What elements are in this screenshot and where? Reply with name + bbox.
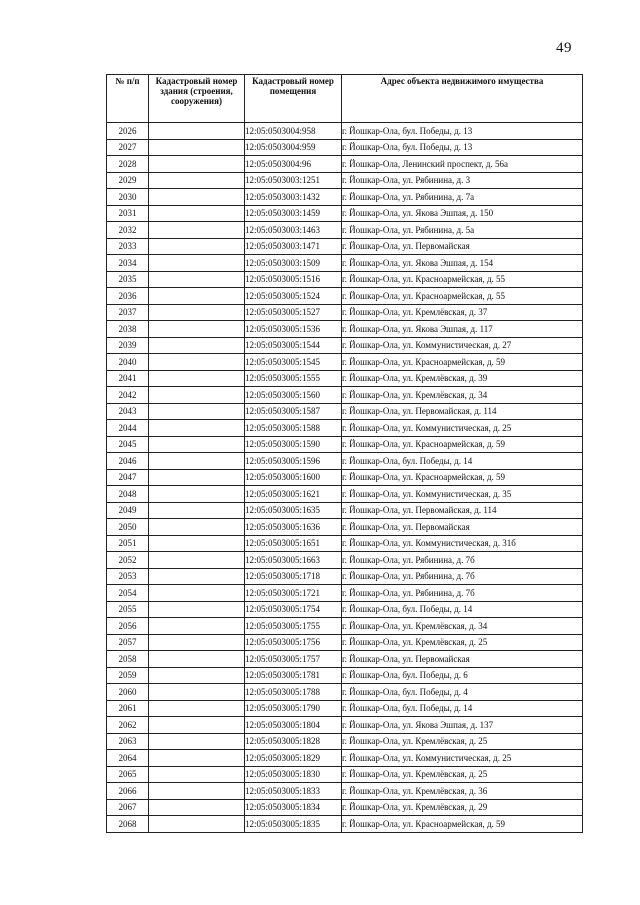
table-row (107, 733, 583, 750)
table-row (107, 139, 583, 156)
table-row (107, 684, 583, 701)
room-cadastral-cell: 12:05:0503003:1459 (245, 205, 342, 222)
row-number-cell: 2059 (107, 667, 149, 684)
building-cadastral-cell (149, 205, 245, 222)
building-cadastral-cell (149, 288, 245, 305)
building-cadastral-cell (149, 766, 245, 783)
row-number-cell: 2026 (107, 123, 149, 140)
address-cell: г. Йошкар-Ола, бул. Победы, д. 13 (342, 123, 583, 140)
building-cadastral-cell (149, 799, 245, 816)
room-cadastral-cell: 12:05:0503005:1721 (245, 585, 342, 602)
header-row (107, 75, 583, 123)
room-cadastral-cell: 12:05:0503005:1755 (245, 618, 342, 635)
row-number-cell: 2042 (107, 387, 149, 404)
building-cadastral-cell (149, 321, 245, 338)
address-cell: г. Йошкар-Ола, ул. Красноармейская, д. 59 (342, 816, 583, 833)
building-cadastral-cell (149, 667, 245, 684)
row-number-cell: 2062 (107, 717, 149, 734)
building-cadastral-cell (149, 469, 245, 486)
room-cadastral-cell: 12:05:0503005:1781 (245, 667, 342, 684)
row-number-cell: 2035 (107, 271, 149, 288)
building-cadastral-cell (149, 387, 245, 404)
row-number-cell: 2041 (107, 370, 149, 387)
address-cell: г. Йошкар-Ола, ул. Рябинина, д. 5а (342, 222, 583, 239)
address-cell: г. Йошкар-Ола, ул. Коммунистическая, д. 35 (342, 486, 583, 503)
building-cadastral-cell (149, 420, 245, 437)
table-row (107, 255, 583, 272)
room-cadastral-cell: 12:05:0503003:1463 (245, 222, 342, 239)
room-cadastral-cell: 12:05:0503005:1829 (245, 750, 342, 767)
building-cadastral-cell (149, 255, 245, 272)
room-cadastral-cell: 12:05:0503004:96 (245, 156, 342, 173)
room-cadastral-cell: 12:05:0503005:1516 (245, 271, 342, 288)
building-cadastral-cell (149, 700, 245, 717)
row-number-cell: 2029 (107, 172, 149, 189)
row-number-cell: 2054 (107, 585, 149, 602)
table-row (107, 799, 583, 816)
property-registry-table (106, 74, 583, 833)
row-number-cell: 2046 (107, 453, 149, 470)
address-cell: г. Йошкар-Ола, Ленинский проспект, д. 56а (342, 156, 583, 173)
building-cadastral-cell (149, 222, 245, 239)
row-number-cell: 2037 (107, 304, 149, 321)
building-cadastral-cell (149, 139, 245, 156)
building-cadastral-cell (149, 717, 245, 734)
building-cadastral-cell (149, 750, 245, 767)
table-row (107, 304, 583, 321)
row-number-cell: 2047 (107, 469, 149, 486)
room-cadastral-cell: 12:05:0503003:1509 (245, 255, 342, 272)
table-row (107, 502, 583, 519)
row-number-cell: 2038 (107, 321, 149, 338)
row-number-cell: 2057 (107, 634, 149, 651)
room-cadastral-cell: 12:05:0503005:1536 (245, 321, 342, 338)
building-cadastral-cell (149, 271, 245, 288)
address-cell: г. Йошкар-Ола, бул. Победы, д. 4 (342, 684, 583, 701)
row-number-cell: 2065 (107, 766, 149, 783)
table-row (107, 651, 583, 668)
room-cadastral-cell: 12:05:0503005:1835 (245, 816, 342, 833)
address-cell: г. Йошкар-Ола, ул. Красноармейская, д. 59 (342, 469, 583, 486)
table-row (107, 634, 583, 651)
table-row (107, 321, 583, 338)
header-num: № п/п (107, 75, 149, 123)
table-row (107, 700, 583, 717)
table-row (107, 453, 583, 470)
building-cadastral-cell (149, 370, 245, 387)
address-cell: г. Йошкар-Ола, ул. Рябинина, д. 7б (342, 585, 583, 602)
address-cell: г. Йошкар-Ола, ул. Первомайская, д. 114 (342, 502, 583, 519)
row-number-cell: 2031 (107, 205, 149, 222)
address-cell: г. Йошкар-Ола, ул. Рябинина, д. 3 (342, 172, 583, 189)
table-row (107, 766, 583, 783)
address-cell: г. Йошкар-Ола, бул. Победы, д. 14 (342, 700, 583, 717)
building-cadastral-cell (149, 684, 245, 701)
row-number-cell: 2045 (107, 436, 149, 453)
building-cadastral-cell (149, 618, 245, 635)
row-number-cell: 2064 (107, 750, 149, 767)
table-row (107, 469, 583, 486)
address-cell: г. Йошкар-Ола, ул. Красноармейская, д. 59 (342, 354, 583, 371)
address-cell: г. Йошкар-Ола, бул. Победы, д. 6 (342, 667, 583, 684)
table-row (107, 337, 583, 354)
building-cadastral-cell (149, 156, 245, 173)
table-row (107, 552, 583, 569)
row-number-cell: 2043 (107, 403, 149, 420)
building-cadastral-cell (149, 535, 245, 552)
building-cadastral-cell (149, 453, 245, 470)
room-cadastral-cell: 12:05:0503005:1754 (245, 601, 342, 618)
table-row (107, 436, 583, 453)
row-number-cell: 2036 (107, 288, 149, 305)
building-cadastral-cell (149, 354, 245, 371)
row-number-cell: 2027 (107, 139, 149, 156)
table-row (107, 288, 583, 305)
header-address: Адрес объекта недвижимого имущества (342, 75, 583, 123)
room-cadastral-cell: 12:05:0503005:1590 (245, 436, 342, 453)
address-cell: г. Йошкар-Ола, ул. Якова Эшпая, д. 137 (342, 717, 583, 734)
row-number-cell: 2030 (107, 189, 149, 206)
table-row (107, 618, 583, 635)
row-number-cell: 2063 (107, 733, 149, 750)
table-row (107, 568, 583, 585)
address-cell: г. Йошкар-Ола, ул. Первомайская (342, 651, 583, 668)
room-cadastral-cell: 12:05:0503004:959 (245, 139, 342, 156)
room-cadastral-cell: 12:05:0503005:1600 (245, 469, 342, 486)
building-cadastral-cell (149, 585, 245, 602)
room-cadastral-cell: 12:05:0503005:1804 (245, 717, 342, 734)
table-row (107, 370, 583, 387)
room-cadastral-cell: 12:05:0503005:1834 (245, 799, 342, 816)
building-cadastral-cell (149, 634, 245, 651)
address-cell: г. Йошкар-Ола, ул. Кремлёвская, д. 39 (342, 370, 583, 387)
building-cadastral-cell (149, 123, 245, 140)
building-cadastral-cell (149, 486, 245, 503)
table-row (107, 354, 583, 371)
room-cadastral-cell: 12:05:0503005:1560 (245, 387, 342, 404)
room-cadastral-cell: 12:05:0503005:1828 (245, 733, 342, 750)
address-cell: г. Йошкар-Ола, ул. Кремлёвская, д. 25 (342, 634, 583, 651)
row-number-cell: 2033 (107, 238, 149, 255)
header-room-cadastral: Кадастровый номер помещения (245, 75, 342, 123)
building-cadastral-cell (149, 403, 245, 420)
building-cadastral-cell (149, 601, 245, 618)
room-cadastral-cell: 12:05:0503005:1718 (245, 568, 342, 585)
table-row (107, 172, 583, 189)
address-cell: г. Йошкар-Ола, ул. Рябинина, д. 7б (342, 552, 583, 569)
address-cell: г. Йошкар-Ола, ул. Рябинина, д. 7а (342, 189, 583, 206)
row-number-cell: 2056 (107, 618, 149, 635)
address-cell: г. Йошкар-Ола, ул. Первомайская (342, 519, 583, 536)
building-cadastral-cell (149, 337, 245, 354)
address-cell: г. Йошкар-Ола, бул. Победы, д. 14 (342, 453, 583, 470)
row-number-cell: 2052 (107, 552, 149, 569)
table-row (107, 601, 583, 618)
address-cell: г. Йошкар-Ола, ул. Якова Эшпая, д. 117 (342, 321, 583, 338)
header-building-cadastral: Кадастровый номер здания (строения, сооружения) (149, 75, 245, 123)
row-number-cell: 2048 (107, 486, 149, 503)
room-cadastral-cell: 12:05:0503004:958 (245, 123, 342, 140)
table-row (107, 535, 583, 552)
room-cadastral-cell: 12:05:0503005:1833 (245, 783, 342, 800)
address-cell: г. Йошкар-Ола, ул. Первомайская, д. 114 (342, 403, 583, 420)
table-row (107, 205, 583, 222)
address-cell: г. Йошкар-Ола, ул. Кремлёвская, д. 37 (342, 304, 583, 321)
table-row (107, 486, 583, 503)
address-cell: г. Йошкар-Ола, бул. Победы, д. 14 (342, 601, 583, 618)
row-number-cell: 2040 (107, 354, 149, 371)
table-row (107, 420, 583, 437)
row-number-cell: 2034 (107, 255, 149, 272)
address-cell: г. Йошкар-Ола, ул. Коммунистическая, д. 25 (342, 420, 583, 437)
room-cadastral-cell: 12:05:0503005:1555 (245, 370, 342, 387)
address-cell: г. Йошкар-Ола, ул. Кремлёвская, д. 29 (342, 799, 583, 816)
building-cadastral-cell (149, 436, 245, 453)
table-row (107, 403, 583, 420)
room-cadastral-cell: 12:05:0503003:1471 (245, 238, 342, 255)
table-body (107, 123, 583, 833)
table-row (107, 238, 583, 255)
building-cadastral-cell (149, 172, 245, 189)
address-cell: г. Йошкар-Ола, ул. Коммунистическая, д. 25 (342, 750, 583, 767)
row-number-cell: 2053 (107, 568, 149, 585)
address-cell: г. Йошкар-Ола, ул. Якова Эшпая, д. 150 (342, 205, 583, 222)
room-cadastral-cell: 12:05:0503003:1432 (245, 189, 342, 206)
building-cadastral-cell (149, 651, 245, 668)
address-cell: г. Йошкар-Ола, ул. Красноармейская, д. 55 (342, 288, 583, 305)
row-number-cell: 2066 (107, 783, 149, 800)
room-cadastral-cell: 12:05:0503005:1790 (245, 700, 342, 717)
room-cadastral-cell: 12:05:0503005:1788 (245, 684, 342, 701)
building-cadastral-cell (149, 238, 245, 255)
address-cell: г. Йошкар-Ола, ул. Коммунистическая, д. 27 (342, 337, 583, 354)
building-cadastral-cell (149, 552, 245, 569)
address-cell: г. Йошкар-Ола, ул. Кремлёвская, д. 34 (342, 618, 583, 635)
table-header (107, 75, 583, 123)
table-row (107, 387, 583, 404)
room-cadastral-cell: 12:05:0503005:1545 (245, 354, 342, 371)
table-row (107, 189, 583, 206)
address-cell: г. Йошкар-Ола, ул. Якова Эшпая, д. 154 (342, 255, 583, 272)
row-number-cell: 2050 (107, 519, 149, 536)
room-cadastral-cell: 12:05:0503005:1651 (245, 535, 342, 552)
table-row (107, 750, 583, 767)
room-cadastral-cell: 12:05:0503005:1588 (245, 420, 342, 437)
address-cell: г. Йошкар-Ола, бул. Победы, д. 13 (342, 139, 583, 156)
building-cadastral-cell (149, 304, 245, 321)
room-cadastral-cell: 12:05:0503005:1527 (245, 304, 342, 321)
row-number-cell: 2044 (107, 420, 149, 437)
table-row (107, 123, 583, 140)
row-number-cell: 2049 (107, 502, 149, 519)
building-cadastral-cell (149, 189, 245, 206)
table-row (107, 519, 583, 536)
table-row (107, 222, 583, 239)
address-cell: г. Йошкар-Ола, ул. Кремлёвская, д. 25 (342, 766, 583, 783)
room-cadastral-cell: 12:05:0503005:1636 (245, 519, 342, 536)
table-row (107, 783, 583, 800)
row-number-cell: 2067 (107, 799, 149, 816)
room-cadastral-cell: 12:05:0503005:1757 (245, 651, 342, 668)
table-row (107, 816, 583, 833)
address-cell: г. Йошкар-Ола, ул. Красноармейская, д. 55 (342, 271, 583, 288)
address-cell: г. Йошкар-Ола, ул. Кремлёвская, д. 36 (342, 783, 583, 800)
address-cell: г. Йошкар-Ола, ул. Кремлёвская, д. 25 (342, 733, 583, 750)
table-row (107, 667, 583, 684)
page-number: 49 (556, 40, 572, 56)
building-cadastral-cell (149, 733, 245, 750)
address-cell: г. Йошкар-Ола, ул. Рябинина, д. 7б (342, 568, 583, 585)
room-cadastral-cell: 12:05:0503005:1663 (245, 552, 342, 569)
room-cadastral-cell: 12:05:0503005:1756 (245, 634, 342, 651)
address-cell: г. Йошкар-Ола, ул. Коммунистическая, д. 31б (342, 535, 583, 552)
room-cadastral-cell: 12:05:0503005:1587 (245, 403, 342, 420)
address-cell: г. Йошкар-Ола, ул. Первомайская (342, 238, 583, 255)
row-number-cell: 2051 (107, 535, 149, 552)
table-row (107, 156, 583, 173)
room-cadastral-cell: 12:05:0503005:1621 (245, 486, 342, 503)
room-cadastral-cell: 12:05:0503005:1544 (245, 337, 342, 354)
row-number-cell: 2055 (107, 601, 149, 618)
address-cell: г. Йошкар-Ола, ул. Красноармейская, д. 59 (342, 436, 583, 453)
row-number-cell: 2058 (107, 651, 149, 668)
room-cadastral-cell: 12:05:0503005:1635 (245, 502, 342, 519)
address-cell: г. Йошкар-Ола, ул. Кремлёвская, д. 34 (342, 387, 583, 404)
table-row (107, 271, 583, 288)
row-number-cell: 2028 (107, 156, 149, 173)
building-cadastral-cell (149, 519, 245, 536)
room-cadastral-cell: 12:05:0503003:1251 (245, 172, 342, 189)
room-cadastral-cell: 12:05:0503005:1596 (245, 453, 342, 470)
table-row (107, 717, 583, 734)
row-number-cell: 2032 (107, 222, 149, 239)
room-cadastral-cell: 12:05:0503005:1524 (245, 288, 342, 305)
building-cadastral-cell (149, 568, 245, 585)
row-number-cell: 2060 (107, 684, 149, 701)
building-cadastral-cell (149, 816, 245, 833)
building-cadastral-cell (149, 502, 245, 519)
building-cadastral-cell (149, 783, 245, 800)
row-number-cell: 2061 (107, 700, 149, 717)
row-number-cell: 2039 (107, 337, 149, 354)
room-cadastral-cell: 12:05:0503005:1830 (245, 766, 342, 783)
row-number-cell: 2068 (107, 816, 149, 833)
table-row (107, 585, 583, 602)
